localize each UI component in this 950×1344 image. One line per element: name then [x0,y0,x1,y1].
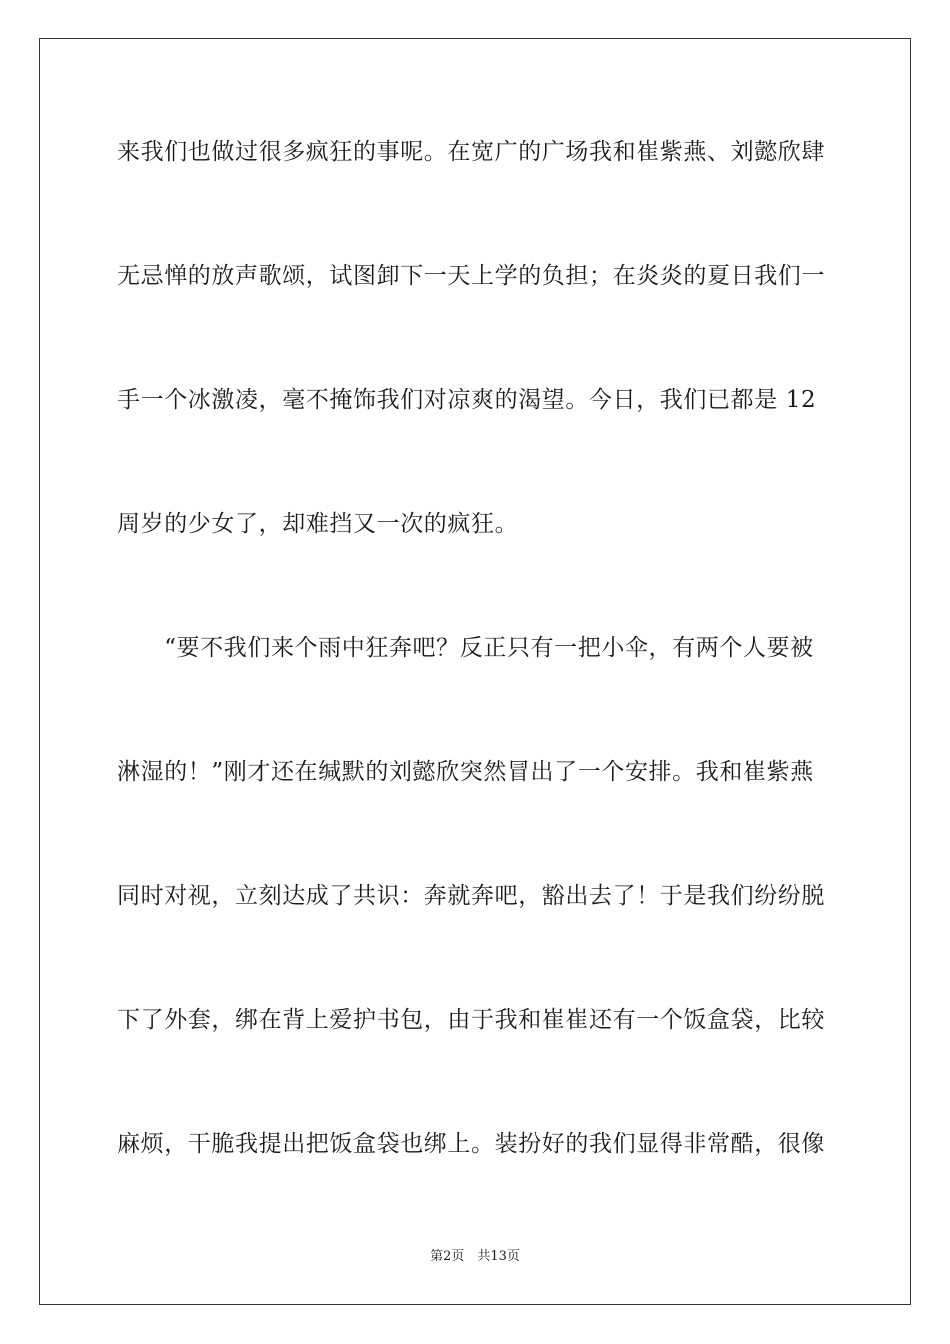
body-text-line: 淋湿的！”刚才还在缄默的刘懿欣突然冒出了一个安排。我和崔紫燕 [117,759,814,785]
body-text-line: 无忌惮的放声歌颂，试图卸下一天上学的负担；在炎炎的夏日我们一 [117,263,825,289]
body-text-line: “要不我们来个雨中狂奔吧？反正只有一把小伞，有两个人要被 [117,635,814,661]
body-text-line: 来我们也做过很多疯狂的事呢。在宽广的广场我和崔紫燕、刘懿欣肆 [117,139,825,165]
body-text-line: 周岁的少女了，却难挡又一次的疯狂。 [117,511,519,537]
body-text-line: 麻烦，干脆我提出把饭盒袋也绑上。装扮好的我们显得非常酷，很像 [117,1131,825,1157]
body-text-line: 下了外套，绑在背上爱护书包，由于我和崔崔还有一个饭盒袋，比较 [117,1007,825,1033]
body-text-line: 手一个冰激凌，毫不掩饰我们对凉爽的渴望。今日，我们已都是 12 [117,387,817,413]
page-number-footer: 第2页 共13页 [430,1249,520,1264]
body-text-line: 同时对视，立刻达成了共识：奔就奔吧，豁出去了！于是我们纷纷脱 [117,883,825,909]
page-border [39,38,911,1305]
